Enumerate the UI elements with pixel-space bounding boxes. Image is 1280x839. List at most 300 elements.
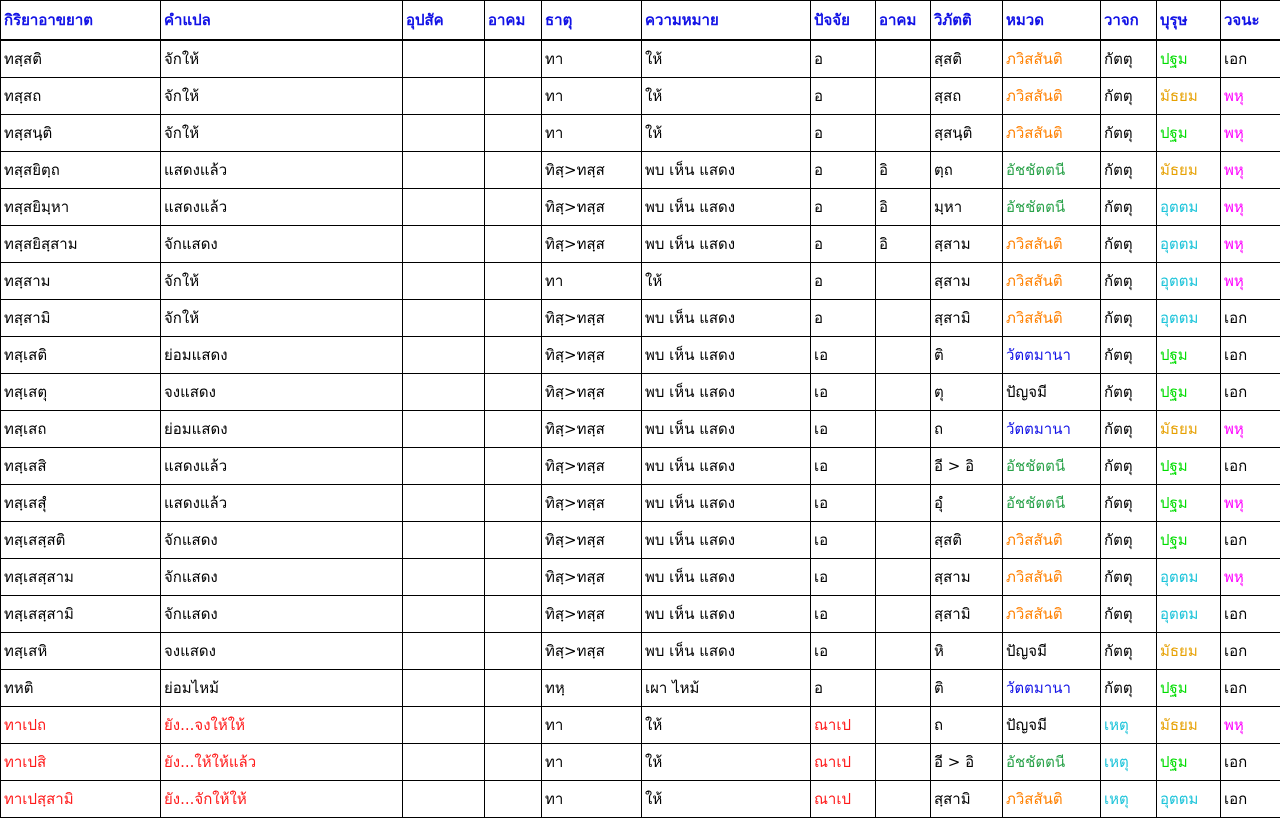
cell-augment-2: อิ bbox=[876, 226, 931, 263]
cell-prefix bbox=[403, 189, 485, 226]
cell-person: ปฐม bbox=[1157, 485, 1221, 522]
cell-voice: กัตตุ bbox=[1101, 189, 1157, 226]
cell-number: เอก bbox=[1221, 781, 1280, 818]
cell-prefix bbox=[403, 337, 485, 374]
cell-tense-group: ปัญจมี bbox=[1003, 374, 1101, 411]
cell-ending: สฺสาม bbox=[931, 226, 1003, 263]
cell-augment bbox=[485, 189, 542, 226]
cell-meaning: พบ เห็น แสดง bbox=[642, 189, 811, 226]
cell-root: ทิสฺ>ทสฺส bbox=[542, 226, 642, 263]
cell-tense-group: อัชชัตตนี bbox=[1003, 189, 1101, 226]
cell-person: มัธยม bbox=[1157, 152, 1221, 189]
table-row bbox=[1, 781, 1280, 818]
cell-verb: ทสฺเสถ bbox=[1, 411, 161, 448]
cell-ending: อุํ bbox=[931, 485, 1003, 522]
cell-meaning: พบ เห็น แสดง bbox=[642, 374, 811, 411]
cell-voice: กัตตุ bbox=[1101, 337, 1157, 374]
cell-root: ทิสฺ>ทสฺส bbox=[542, 596, 642, 633]
cell-augment bbox=[485, 226, 542, 263]
cell-augment bbox=[485, 263, 542, 300]
header-person: บุรุษ bbox=[1157, 1, 1221, 41]
cell-number: พหุ bbox=[1221, 78, 1280, 115]
cell-augment-2 bbox=[876, 670, 931, 707]
cell-suffix: เอ bbox=[811, 337, 876, 374]
cell-suffix: เอ bbox=[811, 633, 876, 670]
cell-suffix: อ bbox=[811, 40, 876, 78]
cell-verb: ทสฺเสติ bbox=[1, 337, 161, 374]
cell-ending: สฺสามิ bbox=[931, 596, 1003, 633]
cell-verb: ทาเปสิ bbox=[1, 744, 161, 781]
cell-person: ปฐม bbox=[1157, 744, 1221, 781]
cell-meaning: ให้ bbox=[642, 40, 811, 78]
cell-tense-group: วัตตมานา bbox=[1003, 337, 1101, 374]
cell-augment-2 bbox=[876, 559, 931, 596]
cell-meaning: พบ เห็น แสดง bbox=[642, 411, 811, 448]
cell-augment-2 bbox=[876, 115, 931, 152]
cell-suffix: อ bbox=[811, 189, 876, 226]
cell-number: เอก bbox=[1221, 40, 1280, 78]
cell-prefix bbox=[403, 522, 485, 559]
cell-person: ปฐม bbox=[1157, 670, 1221, 707]
cell-meaning: พบ เห็น แสดง bbox=[642, 337, 811, 374]
cell-translation: จักแสดง bbox=[161, 596, 403, 633]
cell-tense-group: ภวิสสันติ bbox=[1003, 263, 1101, 300]
cell-prefix bbox=[403, 263, 485, 300]
cell-augment bbox=[485, 485, 542, 522]
cell-translation: จักให้ bbox=[161, 40, 403, 78]
cell-verb: ทหติ bbox=[1, 670, 161, 707]
table-row bbox=[1, 115, 1280, 152]
cell-translation: แสดงแล้ว bbox=[161, 152, 403, 189]
cell-augment bbox=[485, 522, 542, 559]
cell-prefix bbox=[403, 40, 485, 78]
cell-tense-group: ภวิสสันติ bbox=[1003, 559, 1101, 596]
cell-augment-2 bbox=[876, 411, 931, 448]
cell-meaning: พบ เห็น แสดง bbox=[642, 485, 811, 522]
header-translation: คำแปล bbox=[161, 1, 403, 41]
header-tense-group: หมวด bbox=[1003, 1, 1101, 41]
cell-suffix: ณาเป bbox=[811, 707, 876, 744]
cell-prefix bbox=[403, 485, 485, 522]
cell-number: พหุ bbox=[1221, 115, 1280, 152]
table-row bbox=[1, 707, 1280, 744]
cell-voice: กัตตุ bbox=[1101, 522, 1157, 559]
cell-translation: ยัง...ให้ให้แล้ว bbox=[161, 744, 403, 781]
table-row bbox=[1, 744, 1280, 781]
cell-ending: ติ bbox=[931, 337, 1003, 374]
cell-verb: ทสฺเสสฺสาม bbox=[1, 559, 161, 596]
cell-translation: ย่อมแสดง bbox=[161, 411, 403, 448]
cell-meaning: ให้ bbox=[642, 781, 811, 818]
cell-person: อุตตม bbox=[1157, 263, 1221, 300]
cell-ending: สฺสาม bbox=[931, 559, 1003, 596]
table-row bbox=[1, 374, 1280, 411]
cell-ending: สฺสนฺติ bbox=[931, 115, 1003, 152]
cell-augment bbox=[485, 781, 542, 818]
cell-prefix bbox=[403, 226, 485, 263]
cell-ending: อี > อิ bbox=[931, 744, 1003, 781]
cell-tense-group: ภวิสสันติ bbox=[1003, 226, 1101, 263]
cell-verb: ทาเปถ bbox=[1, 707, 161, 744]
header-augment: อาคม bbox=[485, 1, 542, 41]
cell-suffix: อ bbox=[811, 152, 876, 189]
cell-augment-2 bbox=[876, 300, 931, 337]
cell-ending: ติ bbox=[931, 670, 1003, 707]
cell-voice: กัตตุ bbox=[1101, 300, 1157, 337]
cell-augment bbox=[485, 448, 542, 485]
cell-root: ทิสฺ>ทสฺส bbox=[542, 448, 642, 485]
cell-person: ปฐม bbox=[1157, 522, 1221, 559]
cell-ending: สฺสติ bbox=[931, 40, 1003, 78]
cell-translation: ย่อมไหม้ bbox=[161, 670, 403, 707]
cell-voice: กัตตุ bbox=[1101, 596, 1157, 633]
cell-augment bbox=[485, 411, 542, 448]
cell-translation: จักแสดง bbox=[161, 522, 403, 559]
table-row bbox=[1, 226, 1280, 263]
cell-person: อุตตม bbox=[1157, 226, 1221, 263]
header-voice: วาจก bbox=[1101, 1, 1157, 41]
cell-tense-group: อัชชัตตนี bbox=[1003, 485, 1101, 522]
cell-person: ปฐม bbox=[1157, 374, 1221, 411]
table-row bbox=[1, 522, 1280, 559]
cell-verb: ทสฺเสสุํ bbox=[1, 485, 161, 522]
cell-augment-2: อิ bbox=[876, 189, 931, 226]
cell-suffix: เอ bbox=[811, 522, 876, 559]
table-row bbox=[1, 152, 1280, 189]
cell-voice: กัตตุ bbox=[1101, 485, 1157, 522]
cell-prefix bbox=[403, 596, 485, 633]
cell-number: เอก bbox=[1221, 670, 1280, 707]
cell-ending: สฺสาม bbox=[931, 263, 1003, 300]
cell-person: อุตตม bbox=[1157, 189, 1221, 226]
cell-suffix: อ bbox=[811, 226, 876, 263]
cell-augment bbox=[485, 596, 542, 633]
cell-tense-group: ภวิสสันติ bbox=[1003, 78, 1101, 115]
cell-number: พหุ bbox=[1221, 263, 1280, 300]
cell-augment bbox=[485, 559, 542, 596]
cell-ending: สฺสติ bbox=[931, 522, 1003, 559]
cell-augment-2 bbox=[876, 596, 931, 633]
cell-suffix: อ bbox=[811, 300, 876, 337]
cell-meaning: พบ เห็น แสดง bbox=[642, 596, 811, 633]
cell-prefix bbox=[403, 374, 485, 411]
cell-augment-2 bbox=[876, 263, 931, 300]
cell-ending: อี > อิ bbox=[931, 448, 1003, 485]
cell-augment-2 bbox=[876, 633, 931, 670]
table-row bbox=[1, 670, 1280, 707]
cell-number: เอก bbox=[1221, 300, 1280, 337]
cell-augment bbox=[485, 115, 542, 152]
cell-root: ทิสฺ>ทสฺส bbox=[542, 559, 642, 596]
cell-translation: จักให้ bbox=[161, 300, 403, 337]
cell-augment-2 bbox=[876, 522, 931, 559]
table-row bbox=[1, 559, 1280, 596]
cell-root: ทิสฺ>ทสฺส bbox=[542, 411, 642, 448]
cell-verb: ทาเปสฺสามิ bbox=[1, 781, 161, 818]
cell-meaning: ให้ bbox=[642, 744, 811, 781]
cell-tense-group: วัตตมานา bbox=[1003, 670, 1101, 707]
cell-suffix: เอ bbox=[811, 374, 876, 411]
cell-person: ปฐม bbox=[1157, 40, 1221, 78]
cell-meaning: พบ เห็น แสดง bbox=[642, 633, 811, 670]
cell-translation: แสดงแล้ว bbox=[161, 448, 403, 485]
table-row bbox=[1, 596, 1280, 633]
cell-root: ทา bbox=[542, 115, 642, 152]
cell-person: ปฐม bbox=[1157, 337, 1221, 374]
cell-augment-2 bbox=[876, 744, 931, 781]
cell-meaning: พบ เห็น แสดง bbox=[642, 522, 811, 559]
table-body bbox=[1, 40, 1280, 818]
cell-root: ทิสฺ>ทสฺส bbox=[542, 485, 642, 522]
cell-suffix: ณาเป bbox=[811, 781, 876, 818]
cell-person: อุตตม bbox=[1157, 781, 1221, 818]
cell-verb: ทสฺเสสฺสติ bbox=[1, 522, 161, 559]
cell-voice: กัตตุ bbox=[1101, 633, 1157, 670]
table-row bbox=[1, 40, 1280, 78]
table-row bbox=[1, 448, 1280, 485]
cell-voice: กัตตุ bbox=[1101, 263, 1157, 300]
cell-translation: ยัง...จักให้ให้ bbox=[161, 781, 403, 818]
cell-translation: แสดงแล้ว bbox=[161, 189, 403, 226]
header-ending: วิภัตติ bbox=[931, 1, 1003, 41]
cell-augment-2 bbox=[876, 337, 931, 374]
cell-root: ทา bbox=[542, 263, 642, 300]
cell-number: เอก bbox=[1221, 596, 1280, 633]
cell-number: พหุ bbox=[1221, 152, 1280, 189]
cell-number: พหุ bbox=[1221, 485, 1280, 522]
cell-translation: จงแสดง bbox=[161, 633, 403, 670]
cell-prefix bbox=[403, 633, 485, 670]
cell-number: เอก bbox=[1221, 337, 1280, 374]
cell-voice: เหตุ bbox=[1101, 781, 1157, 818]
table-row bbox=[1, 300, 1280, 337]
cell-ending: หิ bbox=[931, 633, 1003, 670]
cell-voice: กัตตุ bbox=[1101, 374, 1157, 411]
cell-augment-2 bbox=[876, 781, 931, 818]
cell-tense-group: ภวิสสันติ bbox=[1003, 115, 1101, 152]
cell-augment-2: อิ bbox=[876, 152, 931, 189]
table-row bbox=[1, 78, 1280, 115]
cell-augment-2 bbox=[876, 707, 931, 744]
cell-prefix bbox=[403, 115, 485, 152]
cell-translation: จักให้ bbox=[161, 78, 403, 115]
cell-suffix: เอ bbox=[811, 596, 876, 633]
cell-suffix: ณาเป bbox=[811, 744, 876, 781]
cell-translation: จักแสดง bbox=[161, 226, 403, 263]
cell-tense-group: อัชชัตตนี bbox=[1003, 152, 1101, 189]
cell-voice: กัตตุ bbox=[1101, 448, 1157, 485]
cell-root: ทิสฺ>ทสฺส bbox=[542, 189, 642, 226]
table-row bbox=[1, 189, 1280, 226]
cell-voice: เหตุ bbox=[1101, 707, 1157, 744]
header-prefix: อุปสัค bbox=[403, 1, 485, 41]
cell-person: ปฐม bbox=[1157, 448, 1221, 485]
cell-prefix bbox=[403, 744, 485, 781]
cell-tense-group: อัชชัตตนี bbox=[1003, 448, 1101, 485]
cell-prefix bbox=[403, 781, 485, 818]
header-meaning: ความหมาย bbox=[642, 1, 811, 41]
cell-translation: แสดงแล้ว bbox=[161, 485, 403, 522]
cell-meaning: พบ เห็น แสดง bbox=[642, 152, 811, 189]
cell-verb: ทสฺเสหิ bbox=[1, 633, 161, 670]
cell-augment bbox=[485, 300, 542, 337]
cell-number: พหุ bbox=[1221, 411, 1280, 448]
cell-tense-group: ปัญจมี bbox=[1003, 707, 1101, 744]
cell-number: พหุ bbox=[1221, 226, 1280, 263]
cell-suffix: เอ bbox=[811, 559, 876, 596]
cell-root: ทิสฺ>ทสฺส bbox=[542, 337, 642, 374]
cell-tense-group: ภวิสสันติ bbox=[1003, 781, 1101, 818]
cell-translation: จักแสดง bbox=[161, 559, 403, 596]
cell-root: ทา bbox=[542, 78, 642, 115]
cell-suffix: อ bbox=[811, 78, 876, 115]
cell-prefix bbox=[403, 448, 485, 485]
cell-augment bbox=[485, 337, 542, 374]
cell-root: ทิสฺ>ทสฺส bbox=[542, 300, 642, 337]
cell-suffix: อ bbox=[811, 670, 876, 707]
cell-person: มัธยม bbox=[1157, 707, 1221, 744]
cell-meaning: ให้ bbox=[642, 707, 811, 744]
cell-person: อุตตม bbox=[1157, 300, 1221, 337]
cell-augment bbox=[485, 374, 542, 411]
cell-verb: ทสฺสถ bbox=[1, 78, 161, 115]
cell-number: เอก bbox=[1221, 633, 1280, 670]
cell-prefix bbox=[403, 670, 485, 707]
header-root: ธาตุ bbox=[542, 1, 642, 41]
cell-ending: สฺสามิ bbox=[931, 781, 1003, 818]
cell-person: มัธยม bbox=[1157, 633, 1221, 670]
cell-translation: จักให้ bbox=[161, 115, 403, 152]
table-row bbox=[1, 485, 1280, 522]
cell-root: ทิสฺ>ทสฺส bbox=[542, 152, 642, 189]
cell-tense-group: ภวิสสันติ bbox=[1003, 40, 1101, 78]
cell-prefix bbox=[403, 411, 485, 448]
cell-root: ทิสฺ>ทสฺส bbox=[542, 522, 642, 559]
cell-augment-2 bbox=[876, 485, 931, 522]
cell-suffix: อ bbox=[811, 263, 876, 300]
cell-suffix: เอ bbox=[811, 448, 876, 485]
cell-number: เอก bbox=[1221, 448, 1280, 485]
cell-meaning: ให้ bbox=[642, 115, 811, 152]
cell-augment bbox=[485, 152, 542, 189]
cell-suffix: เอ bbox=[811, 411, 876, 448]
cell-augment bbox=[485, 670, 542, 707]
cell-tense-group: ภวิสสันติ bbox=[1003, 300, 1101, 337]
table-row bbox=[1, 633, 1280, 670]
cell-voice: กัตตุ bbox=[1101, 559, 1157, 596]
cell-voice: กัตตุ bbox=[1101, 670, 1157, 707]
cell-root: ทา bbox=[542, 707, 642, 744]
cell-translation: ย่อมแสดง bbox=[161, 337, 403, 374]
cell-verb: ทสฺสาม bbox=[1, 263, 161, 300]
cell-person: มัธยม bbox=[1157, 78, 1221, 115]
cell-number: เอก bbox=[1221, 744, 1280, 781]
cell-verb: ทสฺเสสิ bbox=[1, 448, 161, 485]
cell-verb: ทสฺสามิ bbox=[1, 300, 161, 337]
cell-root: ทหฺ bbox=[542, 670, 642, 707]
cell-suffix: เอ bbox=[811, 485, 876, 522]
header-suffix: ปัจจัย bbox=[811, 1, 876, 41]
cell-voice: เหตุ bbox=[1101, 744, 1157, 781]
header-number: วจนะ bbox=[1221, 1, 1280, 41]
cell-number: เอก bbox=[1221, 522, 1280, 559]
cell-augment-2 bbox=[876, 78, 931, 115]
cell-augment-2 bbox=[876, 374, 931, 411]
cell-verb: ทสฺสยิตฺถ bbox=[1, 152, 161, 189]
cell-tense-group: ภวิสสันติ bbox=[1003, 596, 1101, 633]
cell-prefix bbox=[403, 300, 485, 337]
cell-number: เอก bbox=[1221, 374, 1280, 411]
cell-verb: ทสฺสติ bbox=[1, 40, 161, 78]
cell-meaning: พบ เห็น แสดง bbox=[642, 448, 811, 485]
cell-voice: กัตตุ bbox=[1101, 411, 1157, 448]
cell-augment bbox=[485, 707, 542, 744]
cell-root: ทิสฺ>ทสฺส bbox=[542, 374, 642, 411]
cell-augment bbox=[485, 40, 542, 78]
cell-root: ทา bbox=[542, 781, 642, 818]
table-row bbox=[1, 263, 1280, 300]
cell-person: มัธยม bbox=[1157, 411, 1221, 448]
cell-root: ทิสฺ>ทสฺส bbox=[542, 633, 642, 670]
cell-augment bbox=[485, 633, 542, 670]
header-row bbox=[1, 1, 1280, 41]
cell-ending: ถ bbox=[931, 411, 1003, 448]
cell-ending: สฺสถ bbox=[931, 78, 1003, 115]
cell-root: ทา bbox=[542, 744, 642, 781]
cell-augment bbox=[485, 78, 542, 115]
cell-meaning: พบ เห็น แสดง bbox=[642, 226, 811, 263]
cell-meaning: ให้ bbox=[642, 263, 811, 300]
cell-tense-group: ปัญจมี bbox=[1003, 633, 1101, 670]
cell-prefix bbox=[403, 707, 485, 744]
cell-prefix bbox=[403, 559, 485, 596]
cell-translation: จักให้ bbox=[161, 263, 403, 300]
header-augment-2: อาคม bbox=[876, 1, 931, 41]
cell-suffix: อ bbox=[811, 115, 876, 152]
cell-ending: มฺหา bbox=[931, 189, 1003, 226]
cell-number: พหุ bbox=[1221, 559, 1280, 596]
cell-tense-group: อัชชัตตนี bbox=[1003, 744, 1101, 781]
cell-voice: กัตตุ bbox=[1101, 115, 1157, 152]
cell-ending: สฺสามิ bbox=[931, 300, 1003, 337]
cell-translation: จงแสดง bbox=[161, 374, 403, 411]
cell-tense-group: ภวิสสันติ bbox=[1003, 522, 1101, 559]
cell-meaning: พบ เห็น แสดง bbox=[642, 559, 811, 596]
cell-voice: กัตตุ bbox=[1101, 78, 1157, 115]
cell-meaning: พบ เห็น แสดง bbox=[642, 300, 811, 337]
cell-ending: ถ bbox=[931, 707, 1003, 744]
cell-verb: ทสฺเสตุ bbox=[1, 374, 161, 411]
cell-voice: กัตตุ bbox=[1101, 152, 1157, 189]
cell-verb: ทสฺสนฺติ bbox=[1, 115, 161, 152]
cell-person: ปฐม bbox=[1157, 115, 1221, 152]
cell-prefix bbox=[403, 152, 485, 189]
cell-augment-2 bbox=[876, 40, 931, 78]
cell-verb: ทสฺสยิมฺหา bbox=[1, 189, 161, 226]
cell-voice: กัตตุ bbox=[1101, 40, 1157, 78]
cell-meaning: ให้ bbox=[642, 78, 811, 115]
cell-person: อุตตม bbox=[1157, 559, 1221, 596]
cell-prefix bbox=[403, 78, 485, 115]
cell-augment-2 bbox=[876, 448, 931, 485]
cell-number: พหุ bbox=[1221, 189, 1280, 226]
cell-augment bbox=[485, 744, 542, 781]
cell-verb: ทสฺเสสฺสามิ bbox=[1, 596, 161, 633]
cell-tense-group: วัตตมานา bbox=[1003, 411, 1101, 448]
cell-ending: ตุ bbox=[931, 374, 1003, 411]
cell-ending: ตฺถ bbox=[931, 152, 1003, 189]
cell-root: ทา bbox=[542, 40, 642, 78]
